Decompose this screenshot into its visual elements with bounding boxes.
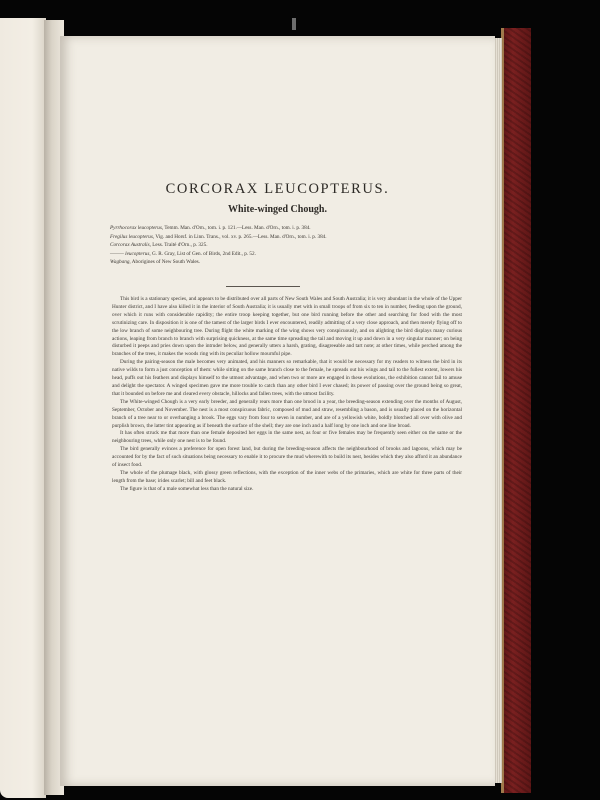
synonym-line: Fregilus leucopterus, Vig. and Horsf. in Linn. Trans., vol. xv. p. 265.—Less. Man. d'Orn., tom. i. p. 384. [110, 233, 327, 240]
species-title: CORCORAX LEUCOPTERUS. [165, 181, 390, 197]
facing-page [0, 18, 46, 798]
paragraph: During the pairing-season the male becomes very animated, and his manners so remarkable, that it would be necessary for my readers to witness the bird in its native wilds to form a just conception of them: while sitting on the same branch close to the female, he spreads out his wings and tail to the fullest extent, lowers his head, puffs out his feathers and displays himself to the utmost advantage, and when two or more are engaged in these evolutions, the exhibition cannot fail to amuse and delight the spectator. A winged specimen gave me more trouble to catch than any other bird I ever chased; its power of passing over the ground being so great, that it bounded on before me and cleared every obstacle, hillocks and fallen trees, with the utmost facility. [112, 359, 462, 397]
paragraph: The White-winged Chough is a very early breeder, and generally rears more than one brood in a year, the breeding-season extending over the months of August, September, October and November. The nest is a most conspicuous fabric, composed of mud and straw, resembling a bason, and is usually placed on the horizontal branch of a tree near to or overhanging a brook. The eggs vary from four to seven in number, and are of a yellowish white, boldly blotched all over with olive and purplish brown, the latter tint appearing as if beneath the surface of the shell; they are one inch and a half long by one inch and one line broad. [112, 398, 462, 429]
paragraph: It has often struck me that more than one female deposited her eggs in the same nest, as four or five females may be frequently seen either on the same or the neighbouring trees, while only one nest is to be found. [112, 430, 462, 445]
page-edges [494, 38, 502, 783]
paragraph: The bird generally evinces a preference for open forest land, but during the breeding-season affects the neighbourhood of brooks and lagoons, which may be accounted for by the fact of such situations being necessary to enable it to procure the mud wherewith to build its nest, besides which they also afford it an abundance of insect food. [112, 446, 462, 469]
synonymy-list [110, 224, 470, 267]
book-cover [501, 28, 531, 793]
tab-marker [292, 18, 296, 30]
paragraph: This bird is a stationary species, and appears to be distributed over all parts of New South Wales and South Australia; it is very abundant in the whole of the Upper Hunter district, and I have also killed it in the interior of South Australia; it is usually met with in small troops of from six to ten in number, feeding upon the ground, over which it runs with considerable rapidity; the entire troop keeping together, but one bird running before the other and searching for food with the most scrutinizing care. In disposition it is one of the tamest of the larger birds I ever encountered, readily admitting of a very close approach, and then merely flying off to the low branch of some neighbouring tree. During flight the white marking of the wing shows very conspicuously, and on alighting the bird displays many curious actions, leaping from branch to branch with surprising quickness, at the same time spreading the tail and moving it up and down in a very singular manner; on being disturbed it peeps and pries down upon the intruder below, and generally utters a harsh, grating, disagreeable and tart note; at other times, while perched among the branches of the trees, it makes the woods ring with its peculiar hollow mournful pipe. [112, 296, 462, 358]
synonym-line: Wagbang, Aborigines of New South Wales. [110, 259, 200, 266]
synonym-line: Corcorax Australis, Less. Traité d'Orn., p. 325. [110, 242, 208, 249]
paragraph: The whole of the plumage black, with glossy green reflections, with the exception of the inner webs of the primaries, which are white for three parts of their length from the base; irides scarlet; bill and feet black. [112, 469, 462, 484]
divider-rule [226, 286, 300, 287]
common-name: White-winged Chough. [228, 204, 327, 215]
body-text [112, 296, 462, 494]
synonym-line: ——— leucopterus, G. R. Gray, List of Gen. of Birds, 2nd Edit., p. 52. [110, 250, 256, 257]
paragraph: The figure is that of a male somewhat less than the natural size. [120, 485, 254, 492]
synonym-line: Pyrrhocorax leucopterus, Temm. Man. d'Orn., tom. i. p. 121.—Less. Man. d'Orn., tom. i. p. 384. [110, 225, 311, 231]
